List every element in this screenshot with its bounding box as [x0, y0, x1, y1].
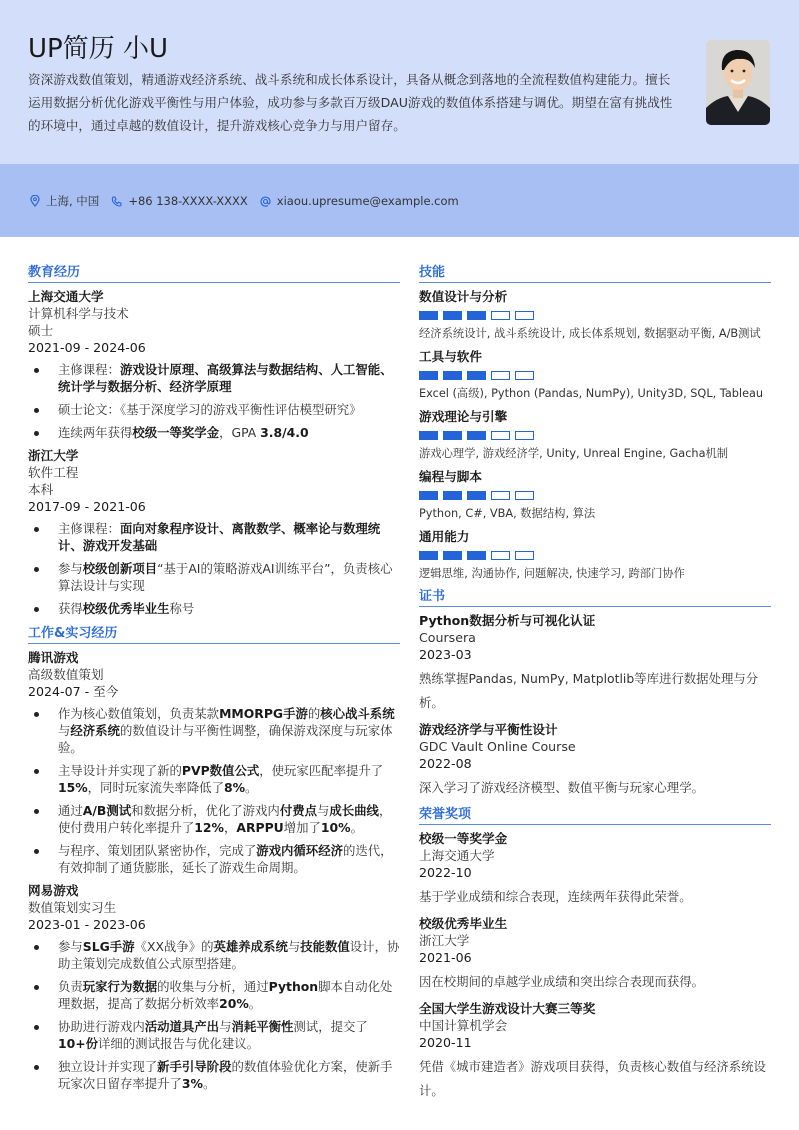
skill-item	[419, 348, 771, 402]
date-range: 2024-07 - 至今	[28, 684, 119, 699]
skill-level-bar	[443, 491, 462, 500]
certificate	[419, 612, 771, 715]
job-role: 高级数值策划	[28, 667, 104, 682]
map-pin-icon	[30, 195, 40, 207]
section-title-awards: 荣誉奖项	[419, 806, 771, 825]
skill-level-bar	[491, 551, 510, 560]
award-description: 凭借《城市建造者》游戏项目获得，负责核心数值与经济系统设计。	[419, 1059, 766, 1098]
section-title-education: 教育经历	[28, 264, 400, 283]
bullet-item: 协助进行游戏内活动道具产出与消耗平衡性测试，提交了10+份详细的测试报告与优化建议。	[28, 1018, 400, 1052]
bullet-list	[28, 938, 400, 1092]
award-title: 校级优秀毕业生	[419, 916, 508, 931]
skill-level-bar	[515, 491, 534, 500]
section-title-certificates: 证书	[419, 588, 771, 607]
bullet-item: 负责玩家行为数据的收集与分析，通过Python脚本自动化处理数据，提高了数据分析效率20%。	[28, 978, 400, 1012]
section-title-work: 工作&实习经历	[28, 625, 400, 644]
certificate-list	[419, 612, 771, 800]
certificates-section	[419, 588, 771, 800]
skills-section	[419, 264, 771, 582]
contact-email[interactable]	[260, 194, 459, 208]
right-column	[419, 264, 771, 1109]
skill-level-meter	[419, 311, 771, 320]
bullet-list	[28, 520, 400, 617]
bullet-item: 硕士论文：《基于深度学习的游戏平衡性评估模型研究》	[28, 401, 400, 418]
skill-name: 数值设计与分析	[419, 289, 508, 304]
job-role: 数值策划实习生	[28, 900, 117, 915]
skill-name: 游戏理论与引擎	[419, 409, 508, 424]
work-entry	[28, 649, 400, 876]
certificate-date: 2023-03	[419, 647, 472, 662]
skill-description: 经济系统设计, 战斗系统设计, 成长体系规划, 数据驱动平衡, A/B测试	[419, 327, 761, 340]
contact-phone	[111, 194, 247, 208]
skill-item	[419, 288, 771, 342]
skill-level-meter	[419, 431, 771, 440]
award-date: 2020-11	[419, 1035, 472, 1050]
skill-name: 通用能力	[419, 529, 470, 544]
skill-description: Python, C#, VBA, 数据结构, 算法	[419, 507, 596, 520]
profile-photo	[706, 40, 770, 125]
skill-description: Excel (高级), Python (Pandas, NumPy), Unity3D, SQL, Tableau	[419, 387, 764, 400]
skill-level-bar	[467, 491, 486, 500]
skill-level-bar	[491, 371, 510, 380]
certificate-issuer: GDC Vault Online Course	[419, 739, 576, 754]
skill-level-bar	[419, 431, 438, 440]
profile-summary: 资深游戏数值策划，精通游戏经济系统、战斗系统和成长体系设计，具备从概念到落地的全流程数值构建能力。擅长运用数据分析优化游戏平衡性与用户体验，成功参与多款百万级DAU游戏的数值体系搭建与调优。期望在富有挑战性的环境中，通过卓越的数值设计，提升游戏核心竞争力与用户留存。	[28, 72, 673, 133]
candidate-name: UP简历 小U	[28, 34, 169, 64]
skill-level-meter	[419, 371, 771, 380]
awards-section	[419, 806, 771, 1103]
award-description: 因在校期间的卓越学业成绩和突出综合表现而获得。	[419, 974, 704, 989]
award-issuer: 上海交通大学	[419, 848, 495, 863]
certificate-date: 2022-08	[419, 756, 472, 771]
left-column	[28, 264, 400, 1098]
skill-level-bar	[419, 311, 438, 320]
date-range: 2017-09 - 2021-06	[28, 499, 146, 514]
certificate-title: Python数据分析与可视化认证	[419, 613, 596, 628]
certificate-description: 深入学习了游戏经济模型、数值平衡与玩家心理学。	[419, 780, 704, 795]
bullet-item: 参与校级创新项目“基于AI的策略游戏AI训练平台”，负责核心算法设计与实现	[28, 560, 400, 594]
major: 计算机科学与技术	[28, 306, 129, 321]
skill-level-bar	[515, 371, 534, 380]
major: 软件工程	[28, 465, 79, 480]
bullet-item: 通过A/B测试和数据分析，优化了游戏内付费点与成长曲线，使付费用户转化率提升了12%，ARPPU增加了10%。	[28, 802, 400, 836]
skill-level-meter	[419, 551, 771, 560]
award	[419, 915, 771, 994]
phone-text: +86 138-XXXX-XXXX	[128, 194, 248, 208]
skill-level-bar	[443, 311, 462, 320]
bullet-item: 获得校级优秀毕业生称号	[28, 600, 400, 617]
bullet-item: 参与SLG手游《XX战争》的英雄养成系统与技能数值设计，协助主策划完成数值公式原型搭建。	[28, 938, 400, 972]
certificate-description: 熟练掌握Pandas, NumPy, Matplotlib等库进行数据处理与分析。	[419, 671, 759, 710]
bullet-item: 主修课程：面向对象程序设计、离散数学、概率论与数理统计、游戏开发基础	[28, 520, 400, 554]
award-date: 2022-10	[419, 865, 472, 880]
certificate-issuer: Coursera	[419, 630, 476, 645]
award-date: 2021-06	[419, 950, 472, 965]
bullet-item: 主导设计并实现了新的PVP数值公式，使玩家匹配率提升了15%，同时玩家流失率降低了8%。	[28, 762, 400, 796]
bullet-item: 作为核心数值策划，负责某款MMORPG手游的核心战斗系统与经济系统的数值设计与平衡性调整，确保游戏深度与玩家体验。	[28, 705, 400, 756]
skill-level-bar	[491, 491, 510, 500]
skill-level-bar	[515, 551, 534, 560]
skill-name: 编程与脚本	[419, 469, 482, 484]
resume-header	[0, 0, 799, 164]
skill-level-bar	[443, 431, 462, 440]
section-title-skills: 技能	[419, 264, 771, 283]
award	[419, 830, 771, 909]
education-section	[28, 264, 400, 617]
school-name: 浙江大学	[28, 448, 79, 463]
degree: 本科	[28, 482, 54, 497]
email-link[interactable]: xiaou.upresume@example.com	[276, 194, 459, 208]
phone-icon	[111, 196, 122, 207]
skill-item	[419, 408, 771, 462]
date-range: 2023-01 - 2023-06	[28, 917, 146, 932]
certificate	[419, 721, 771, 800]
skill-level-bar	[515, 431, 534, 440]
award-title: 校级一等奖学金	[419, 831, 508, 846]
skill-name: 工具与软件	[419, 349, 482, 364]
skill-description: 逻辑思维, 沟通协作, 问题解决, 快速学习, 跨部门协作	[419, 567, 685, 580]
bullet-item: 主修课程：游戏设计原理、高级算法与数据结构、人工智能、统计学与数据分析、经济学原理	[28, 361, 400, 395]
school-name: 上海交通大学	[28, 289, 104, 304]
skills-list	[419, 288, 771, 582]
award-title: 全国大学生游戏设计大赛三等奖	[419, 1001, 596, 1016]
skill-level-bar	[491, 311, 510, 320]
skill-level-bar	[419, 551, 438, 560]
skill-level-bar	[467, 431, 486, 440]
skill-item	[419, 528, 771, 582]
company-name: 腾讯游戏	[28, 650, 79, 665]
bullet-item: 与程序、策划团队紧密协作，完成了游戏内循环经济的迭代，有效抑制了通货膨胀，延长了游戏生命周期。	[28, 842, 400, 876]
skill-level-bar	[419, 371, 438, 380]
bullet-item: 独立设计并实现了新手引导阶段的数值体验优化方案，使新手玩家次日留存率提升了3%。	[28, 1058, 400, 1092]
skill-level-bar	[467, 551, 486, 560]
skill-level-bar	[515, 311, 534, 320]
award-issuer: 中国计算机学会	[419, 1018, 508, 1033]
award-issuer: 浙江大学	[419, 933, 470, 948]
work-entry	[28, 882, 400, 1092]
at-icon	[260, 196, 271, 207]
contact-location	[30, 193, 99, 209]
education-entry	[28, 288, 400, 441]
award	[419, 1000, 771, 1103]
education-entry	[28, 447, 400, 617]
degree: 硕士	[28, 323, 54, 338]
contact-row	[30, 193, 471, 209]
skill-level-meter	[419, 491, 771, 500]
skill-level-bar	[467, 311, 486, 320]
skill-level-bar	[419, 491, 438, 500]
skill-level-bar	[443, 371, 462, 380]
bullet-list	[28, 361, 400, 441]
certificate-title: 游戏经济学与平衡性设计	[419, 722, 558, 737]
company-name: 网易游戏	[28, 883, 79, 898]
date-range: 2021-09 - 2024-06	[28, 340, 146, 355]
skill-description: 游戏心理学, 游戏经济学, Unity, Unreal Engine, Gacha机制	[419, 447, 729, 460]
award-list	[419, 830, 771, 1103]
skill-level-bar	[491, 431, 510, 440]
work-section	[28, 625, 400, 1092]
skill-item	[419, 468, 771, 522]
award-description: 基于学业成绩和综合表现，连续两年获得此荣誉。	[419, 889, 692, 904]
skill-level-bar	[467, 371, 486, 380]
bullet-list	[28, 705, 400, 876]
bullet-item: 连续两年获得校级一等奖学金，GPA 3.8/4.0	[28, 424, 400, 441]
location-text: 上海, 中国	[46, 194, 100, 208]
skill-level-bar	[443, 551, 462, 560]
